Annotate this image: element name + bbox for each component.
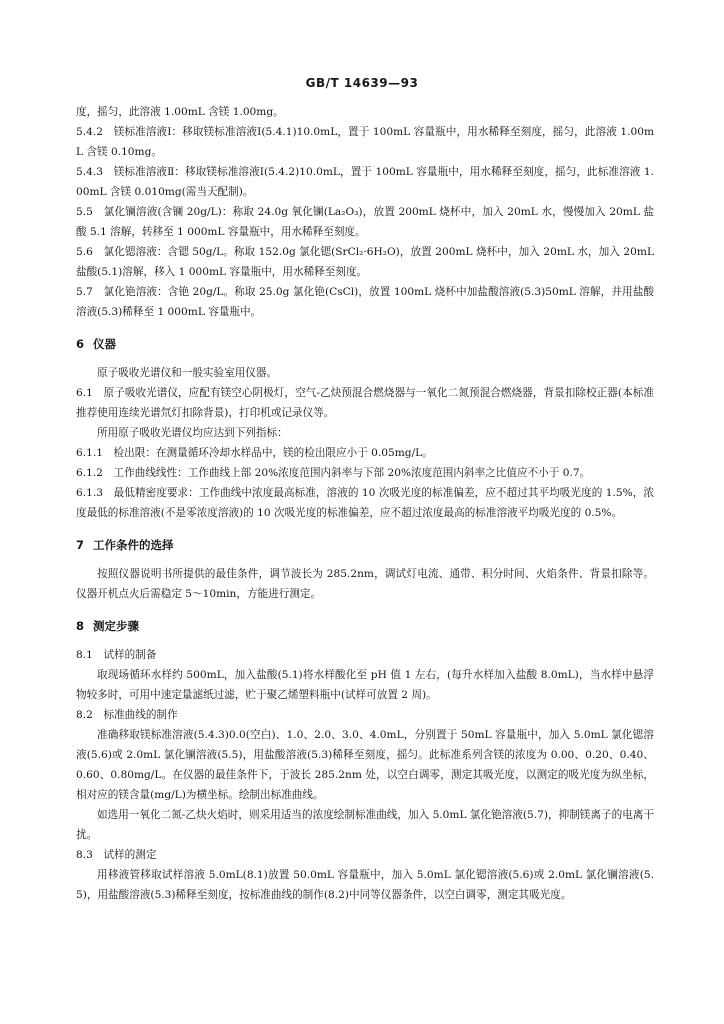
section-heading [76,616,654,636]
paragraph: 所用原子吸收光谱仪均应达到下列指标： [97,427,288,439]
paragraph: 如选用一氧化二氮-乙炔火焰时，则采用适当的浓度绘制标准曲线，加入 5.0mL 氯化铯溶液(5.7)，抑制镁离子的电离干扰。 [76,809,654,841]
paragraph: 5.7 氯化铯溶液：含铯 20g/L。称取 25.0g 氯化铯(CsCl)，放置 100mL 烧杯中加盐酸溶液(5.3)50mL 溶解，并用盐酸溶液(5.3)稀释至 1 000mL 容量瓶中。 [76,286,654,318]
section-title: 测定步骤 [93,619,140,633]
paragraph: 6.1.1 检出限：在测量循环冷却水样品中，镁的检出限应小于 0.05mg/L。 [76,447,433,459]
section-title: 工作条件的选择 [93,538,174,552]
page-header: GB/T 14639—93 [305,76,419,90]
document-body [76,102,654,905]
section-number: 6 [76,337,85,351]
paragraph: 5.4.2 镁标准溶液Ⅰ：移取镁标准溶液Ⅰ(5.4.1)10.0mL，置于 100mL 容量瓶中，用水稀释至刻度，摇匀，此溶液 1.00mL 含镁 0.10mg。 [76,126,654,158]
paragraph: 原子吸收光谱仪和一般实验室用仪器。 [97,367,278,379]
paragraph: 5.6 氯化锶溶液：含锶 50g/L。称取 152.0g 氯化锶(SrCl₂·6H₂O)，放置 200mL 烧杯中，加入 20mL 水，加入 20mL 盐酸(5.1)溶解，移入 1 000mL 容量瓶中，用水稀释至刻度。 [76,246,654,278]
section-heading [76,535,654,555]
paragraph: 6.1.3 最低精密度要求：工作曲线中浓度最高标准，溶液的 10 次吸光度的标准偏差，应不超过其平均吸光度的 1.5%，浓度最低的标准溶液(不是零浓度溶液)的 10 次吸光度的标准偏差，应不超过浓度最高的标准溶液平均吸光度的 0.5%。 [76,487,654,519]
paragraph: 按照仪器说明书所提供的最佳条件，调节波长为 285.2nm，调试灯电流、通带、积分时间、火焰条件、背景扣除等。仪器开机点火后需稳定 5～10min，方能进行测定。 [76,568,654,600]
paragraph: 用移液管移取试样溶液 5.0mL(8.1)放置 50.0mL 容量瓶中，加入 5.0mL 氯化锶溶液(5.6)或 2.0mL 氯化镧溶液(5.5)，用盐酸溶液(5.3)稀释至刻度，按标准曲线的制作(8.2)中同等仪器条件，以空白调零，测定其吸光度。 [76,869,654,901]
paragraph: 5.4.3 镁标准溶液Ⅱ：移取镁标准溶液Ⅰ(5.4.2)10.0mL，置于 100mL 容量瓶中，用水稀释至刻度，摇匀，此标准溶液 1.00mL 含镁 0.010mg(需当天配制)。 [76,166,654,198]
section-heading [76,334,654,354]
paragraph: 8.2 标准曲线的制作 [76,709,178,721]
paragraph: 6.1 原子吸收光谱仪，应配有镁空心阴极灯，空气-乙炔预混合燃烧器与一氧化二氮预混合燃烧器，背景扣除校正器(本标准推荐使用连续光谱氘灯扣除背景)，打印机或记录仪等。 [76,387,654,419]
paragraph: 8.1 试样的制备 [76,649,157,661]
section-number: 7 [76,538,85,552]
section-number: 8 [76,619,85,633]
section-title: 仪器 [93,337,117,351]
paragraph: 5.5 氯化镧溶液(含镧 20g/L)：称取 24.0g 氧化镧(La₂O₃)，放置 200mL 烧杯中，加入 20mL 水，慢慢加入 20mL 盐酸 5.1 溶解，转移至 1 000mL 容量瓶中，用水稀释至刻度。 [76,206,654,238]
paragraph: 度，摇匀，此溶液 1.00mL 含镁 1.00mg。 [76,106,284,118]
paragraph: 准确移取镁标准溶液(5.4.3)0.0(空白)、1.0、2.0、3.0、4.0mL，分别置于 50mL 容量瓶中，加入 5.0mL 氯化锶溶液(5.6)或 2.0mL 氯化镧溶液(5.5)，用盐酸溶液(5.3)稀释至刻度，摇匀。此标准系列含镁的浓度为 0.00、0.20、0.40、0.60、0.80mg/L。在仪器的最佳条件下，于波长 285.2nm 处，以空白调零，测定其吸光度，以测定的吸光度为纵坐标，相对应的镁含量(mg/L)为横坐标。绘制出标准曲线。 [76,729,654,801]
paragraph: 8.3 试样的测定 [76,849,157,861]
paragraph: 取现场循环水样约 500mL，加入盐酸(5.1)将水样酸化至 pH 值 1 左右，(每升水样加入盐酸 8.0mL)，当水样中悬浮物较多时，可用中速定量滤纸过滤，贮于聚乙烯塑料瓶中(试样可放置 2 周)。 [76,669,654,701]
paragraph: 6.1.2 工作曲线线性：工作曲线上部 20%浓度范围内斜率与下部 20%浓度范围内斜率之比值应不小于 0.7。 [76,467,591,479]
